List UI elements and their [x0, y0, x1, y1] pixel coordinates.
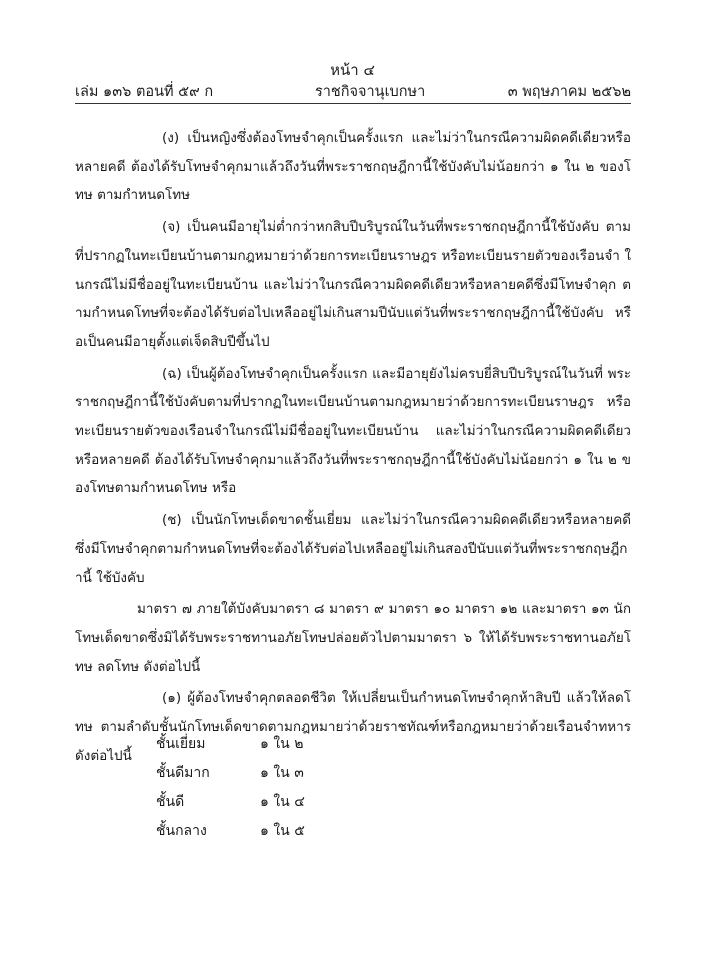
grade-name: ชั้นกลาง — [156, 823, 207, 839]
grade-ratio: ๑ ใน ๒ — [260, 736, 304, 752]
grade-name: ชั้นเยี่ยม — [156, 736, 206, 752]
grade-ratio: ๑ ใน ๔ — [260, 794, 305, 810]
section-7-item-1: (๑) ผู้ต้องโทษจำคุกตลอดชีวิต ให้เปลี่ยนเป็นกำหนดโทษจำคุกห้าสิบปี แล้วให้ลดโทษ ตามลำดับชั้นนักโทษเด็ดขาดตามกฎหมายว่าด้วยราชทัณฑ์หรือกฎหมายว่าด้วยเรือนจำทหาร ดังต่อไปนี้ — [75, 690, 631, 764]
publication-date: ๓ พฤษภาคม ๒๕๖๒ — [507, 84, 631, 100]
grade-name: ชั้นดี — [156, 794, 185, 810]
publication-name: ราชกิจจานุเบกษา — [315, 84, 426, 100]
grade-ratio: ๑ ใน ๕ — [260, 823, 305, 839]
grade-row — [156, 817, 356, 846]
paragraph-d: (ง) เป็นหญิงซึ่งต้องโทษจำคุกเป็นครั้งแรก และไม่ว่าในกรณีความผิดคดีเดียวหรือหลายคดี ต้องได้รับโทษจำคุกมาแล้วถึงวันที่พระราชกฤษฎีกานี้ใช้บังคับไม่น้อยกว่า ๑ ใน ๒ ของโทษ ตามกำหนดโทษ — [75, 130, 631, 204]
grade-row — [156, 730, 356, 759]
paragraph-f: (ฉ) เป็นผู้ต้องโทษจำคุกเป็นครั้งแรก และมีอายุยังไม่ครบยี่สิบปีบริบูรณ์ในวันที่ พระราชกฤษฎีกานี้ใช้บังคับตามที่ปรากฏในทะเบียนบ้านตามกฎหมายว่าด้วยการทะเบียนราษฎร หรือทะเบียนรายตัวของเรือนจำในกรณีไม่มีชื่ออยู่ในทะเบียนบ้าน และไม่ว่าในกรณีความผิดคดีเดียว หรือหลายคดี ต้องได้รับโทษจำคุกมาแล้วถึงวันที่พระราชกฤษฎีกานี้ใช้บังคับไม่น้อยกว่า ๑ ใน ๒ ของโทษตามกำหนดโทษ หรือ — [75, 365, 631, 497]
document-body — [75, 124, 631, 770]
grade-ratio: ๑ ใน ๓ — [260, 765, 304, 781]
grade-row — [156, 788, 356, 817]
grade-name: ชั้นดีมาก — [156, 765, 210, 781]
page-number: หน้า ๔ — [330, 61, 375, 79]
paragraph-e: (จ) เป็นคนมีอายุไม่ต่ำกว่าหกสิบปีบริบูรณ์ในวันที่พระราชกฤษฎีกานี้ใช้บังคับ ตามที่ปรากฏในทะเบียนบ้านตามกฎหมายว่าด้วยการทะเบียนราษฎร หรือทะเบียนรายตัวของเรือนจำ ในกรณีไม่มีชื่ออยู่ในทะเบียนบ้าน และไม่ว่าในกรณีความผิดคดีเดียวหรือหลายคดีซึ่งมีโทษจำคุก ตามกำหนดโทษที่จะต้องได้รับต่อไปเหลืออยู่ไม่เกินสามปีนับแต่วันที่พระราชกฤษฎีกานี้ใช้บังคับ หรือเป็นคนมีอายุตั้งแต่เจ็ดสิบปีขึ้นไป — [75, 219, 631, 350]
volume-issue: เล่ม ๑๓๖ ตอนที่ ๕๙ ก — [75, 84, 214, 100]
section-7: มาตรา ๗ ภายใต้บังคับมาตรา ๘ มาตรา ๙ มาตรา ๑๐ มาตรา ๑๒ และมาตรา ๑๓ นักโทษเด็ดขาดซึ่งมิได้รับพระราชทานอภัยโทษปล่อยตัวไปตามมาตรา ๖ ให้ได้รับพระราชทานอภัยโทษ ลดโทษ ดังต่อไปนี้ — [75, 601, 631, 675]
grade-row — [156, 759, 356, 788]
gazette-header — [75, 80, 631, 102]
header-divider — [75, 103, 631, 104]
paragraph-g: (ช) เป็นนักโทษเด็ดขาดชั้นเยี่ยม และไม่ว่าในกรณีความผิดคดีเดียวหรือหลายคดี ซึ่งมีโทษจำคุกตามกำหนดโทษที่จะต้องได้รับต่อไปเหลืออยู่ไม่เกินสองปีนับแต่วันที่พระราชกฤษฎีกานี้ ใช้บังคับ — [75, 512, 631, 586]
grade-reduction-list — [156, 730, 356, 846]
